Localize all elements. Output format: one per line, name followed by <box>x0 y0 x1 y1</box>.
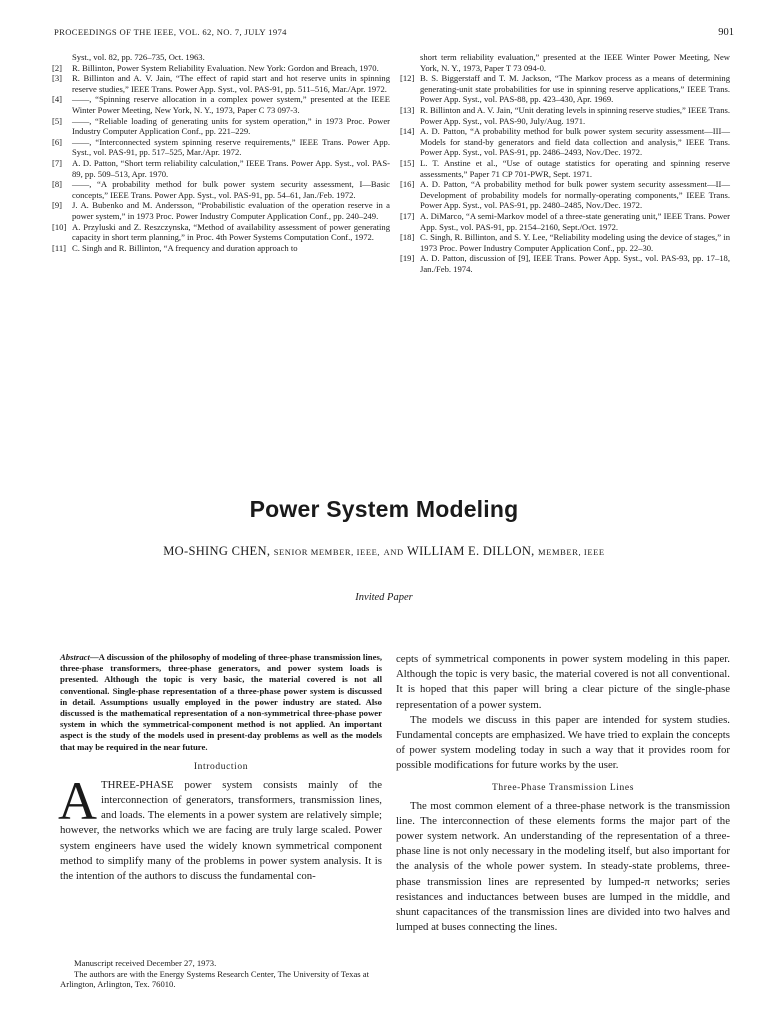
references-left-column <box>52 52 390 253</box>
paper-type: Invited Paper <box>355 592 413 603</box>
reference-number: [7] <box>52 157 63 168</box>
reference-item <box>400 105 730 126</box>
reference-number: [10] <box>52 221 67 232</box>
paper-title: Power System Modeling <box>249 496 519 522</box>
reference-item <box>52 73 390 94</box>
section-heading-transmission-lines: Three-Phase Transmission Lines <box>491 782 635 793</box>
reference-item <box>400 126 730 158</box>
reference-text: ——, “Reliable loading of generating units for system operation,” in 1973 Proc. Power Industry Computer Application Conf., pp. 221–229. <box>72 115 390 137</box>
reference-text: R. Billinton and A. V. Jain, “The effect of rapid start and hot reserve units in spinning reserve studies,” IEEE Trans. Power App. Syst., vol. PAS-91, pp. 511–516, Mar./Apr. 1972. <box>72 73 390 94</box>
footnote-received: Manuscript received December 27, 1973. <box>74 958 217 968</box>
reference-number: [2] <box>52 62 63 73</box>
reference-item <box>400 179 730 211</box>
abstract-text: —A discussion of the philosophy of modeling of three-phase transmission lines, three-phase transformers, three-phase generators, and power system loads is presented. Although the topic is very basic, the material covered is not all conventional. Single-phase representation of a three-phase power system is discussed in detail. Assumptions usually employed in the power industry are stated. Also discussed is the mathematical representation of a non-symmetrical three-phase power system in which the symmetrical-component method is not applied. An important aspect is the study of the models used in present-day problems as well as the models that may be required in the near future. <box>60 652 382 752</box>
body-right-column <box>396 652 730 935</box>
reference-item <box>52 137 390 158</box>
reference-number: [5] <box>52 115 63 126</box>
reference-text: A. D. Patton, discussion of [9], IEEE Trans. Power App. Syst., vol. PAS-93, pp. 17–18, Jan./Feb. 1974. <box>420 253 730 274</box>
reference-text: J. A. Bubenko and M. Andersson, “Probabilistic evaluation of the operation reserve in a power system,” in 1973 Proc. Power Industry Computer Application Conf., pp. 240–249. <box>72 200 390 221</box>
reference-number: [4] <box>52 94 63 105</box>
reference-text: R. Billinton and A. V. Jain, “Unit derating levels in spinning reserve studies,” IEEE Trans. Power App. Syst., vol. PAS-90, July/Aug. 1971. <box>420 104 730 126</box>
reference-text: C. Singh, R. Billinton, and S. Y. Lee, “Reliability modeling using the device of stages,” in 1973 Proc. Power Industry Computer Application Conf., pp. 22–30. <box>420 232 730 253</box>
author-1-name: MO-SHING CHEN, <box>163 544 271 558</box>
reference-text: R. Billinton, Power System Reliability Evaluation. New York: Gordon and Breach, 1970. <box>72 62 379 73</box>
body-left-column <box>60 652 382 884</box>
reference-item <box>52 243 390 254</box>
reference-text: L. T. Anstine et al., “Use of outage statistics for operating and spinning reserve assessments,” Paper 71 CP 701-PWR, Sept. 1971. <box>420 157 730 179</box>
reference-item <box>400 52 730 73</box>
reference-number: [9] <box>52 200 63 211</box>
journal-citation: PROCEEDINGS OF THE IEEE, VOL. 62, NO. 7, JULY 1974 <box>54 27 287 37</box>
drop-cap: A <box>58 770 97 831</box>
paragraph-models: The models we discuss in this paper are intended for system studies. Fundamental concepts are emphasized. We have tried to explain the concepts of power system modeling today in such a way that it provides room for possible modifications for future works by the user. <box>396 713 730 772</box>
reference-number: [16] <box>400 179 415 190</box>
reference-text: short term reliability evaluation,” presented at the IEEE Winter Power Meeting, New York, N. Y., 1973, Paper T 73 094-0. <box>420 52 730 73</box>
reference-number: [8] <box>52 179 63 190</box>
author-conjunction: AND <box>383 547 404 557</box>
reference-number: [18] <box>400 232 415 243</box>
reference-text: C. Singh and R. Billinton, “A frequency and duration approach to <box>72 242 298 253</box>
reference-item <box>400 73 730 105</box>
page-number: 901 <box>718 27 734 38</box>
reference-item <box>400 158 730 179</box>
reference-number: [19] <box>400 253 415 264</box>
abstract-lead: Abstract <box>60 652 90 662</box>
reference-item <box>52 94 390 115</box>
reference-number: [3] <box>52 73 63 84</box>
references-right-column <box>400 52 730 274</box>
reference-item <box>52 222 390 243</box>
reference-number: [13] <box>400 104 415 115</box>
paragraph-continuation: cepts of symmetrical components in power system modeling in this paper. Although the topic is very basic, the material covered is not all conventional. It is hoped that this paper will bring a clear picture of the single-phase representation of a power system. <box>396 653 730 711</box>
reference-text: ——, “Spinning reserve allocation in a complex power system,” presented at the IEEE Winter Power Meeting, New York, N. Y., 1973, Paper C 73 097-3. <box>72 94 390 115</box>
introduction-paragraph <box>58 770 382 884</box>
footnote-affiliation: The authors are with the Energy Systems Research Center, The University of Texas at Arlington, Arlington, Tex. 76010. <box>60 968 369 990</box>
reference-item <box>52 63 390 74</box>
reference-number: [17] <box>400 210 415 221</box>
author-2-grade: MEMBER, IEEE <box>538 547 605 557</box>
reference-text: A. Przyluski and Z. Reszczynska, “Method of availability assessment of power generating capacity in short term planning,” in Proc. 4th Power Systems Computation Conf., 1972. <box>72 221 390 243</box>
reference-text: A. D. Patton, “A probability method for bulk power system security assessment—III—Models for stand-by generators and field data collection and analysis,” IEEE Trans. Power App. Syst., vol. PAS-91, pp. 2486–2493, Nov./Dec. 1972. <box>420 126 730 158</box>
author-1-grade: SENIOR MEMBER, IEEE, <box>273 547 381 557</box>
footnote <box>60 958 382 990</box>
reference-number: [15] <box>400 157 415 168</box>
reference-item <box>52 116 390 137</box>
reference-text: A. D. Patton, “Short term reliability calculation,” IEEE Trans. Power App. Syst., vol. PAS-89, pp. 509–513, Apr. 1970. <box>72 157 390 179</box>
reference-text: B. S. Biggerstaff and T. M. Jackson, “The Markov process as a means of determining generating-unit state probabilities for use in spinning reserve applications,” IEEE Trans. Power App. Syst., vol. PAS-88, pp. 423–430, Apr. 1969. <box>420 73 730 105</box>
reference-item <box>52 200 390 221</box>
reference-text: A. DiMarco, “A semi-Markov model of a three-state generating unit,” IEEE Trans. Power App. Syst., vol. PAS-91, pp. 2154–2160, Sept./Oct. 1972. <box>420 210 730 232</box>
author-line <box>0 544 768 559</box>
reference-text: A. D. Patton, “A probability method for bulk power system security assessment—II—Development of probability models for normally-operating components,” IEEE Trans. Power App. Syst., vol. PAS-91, pp. 2480–2485, Nov./Dec. 1972. <box>420 179 730 211</box>
section-heading-introduction: Introduction <box>193 761 249 772</box>
reference-item <box>400 253 730 274</box>
reference-number: [6] <box>52 136 63 147</box>
reference-item <box>52 52 390 63</box>
abstract <box>60 652 382 753</box>
reference-text: ——, “A probability method for bulk power system security assessment, I—Basic concepts,” IEEE Trans. Power App. Syst., vol. PAS-91, pp. 54–61, Jan./Feb. 1972. <box>72 179 390 200</box>
reference-text: ——, “Interconnected system spinning reserve requirements,” IEEE Trans. Power App. Syst., vol. PAS-91, pp. 517–525, Mar./Apr. 1972. <box>72 136 390 158</box>
running-header <box>54 27 734 43</box>
reference-number: [14] <box>400 126 415 137</box>
reference-text: Syst., vol. 82, pp. 726–735, Oct. 1963. <box>72 52 205 62</box>
reference-item <box>52 158 390 179</box>
paragraph-transmission-lines: The most common element of a three-phase network is the transmission line. The interconnection of these elements forms the major part of the power system network. An understanding of the representation of a three-phase line is not only necessary in the modeling itself, but also important for the analysis of the whole power system. In steady-state problems, three-phase transmission lines are represented by lumped-π networks; series resistances and inductances between buses are lumped in the middle, and shunt capacitances of the transmission lines are divided into two halves and lumped at buses connecting the lines. <box>396 799 730 934</box>
author-2-name: WILLIAM E. DILLON, <box>407 544 535 558</box>
reference-item <box>52 179 390 200</box>
reference-item <box>400 232 730 253</box>
introduction-text: THREE-PHASE power system consists mainly of the interconnection of generators, transformers, transmission lines, and loads. The elements in a power system are relatively simple; however, the networks which we are facing are truly large scaled. Power system engineers have used the widely known symmetrical component method to simplify many of the problems in power system analysis. It is the intention of the authors to discuss the fundamental con- <box>60 778 382 883</box>
reference-number: [11] <box>52 242 66 253</box>
reference-item <box>400 211 730 232</box>
reference-number: [12] <box>400 73 415 84</box>
